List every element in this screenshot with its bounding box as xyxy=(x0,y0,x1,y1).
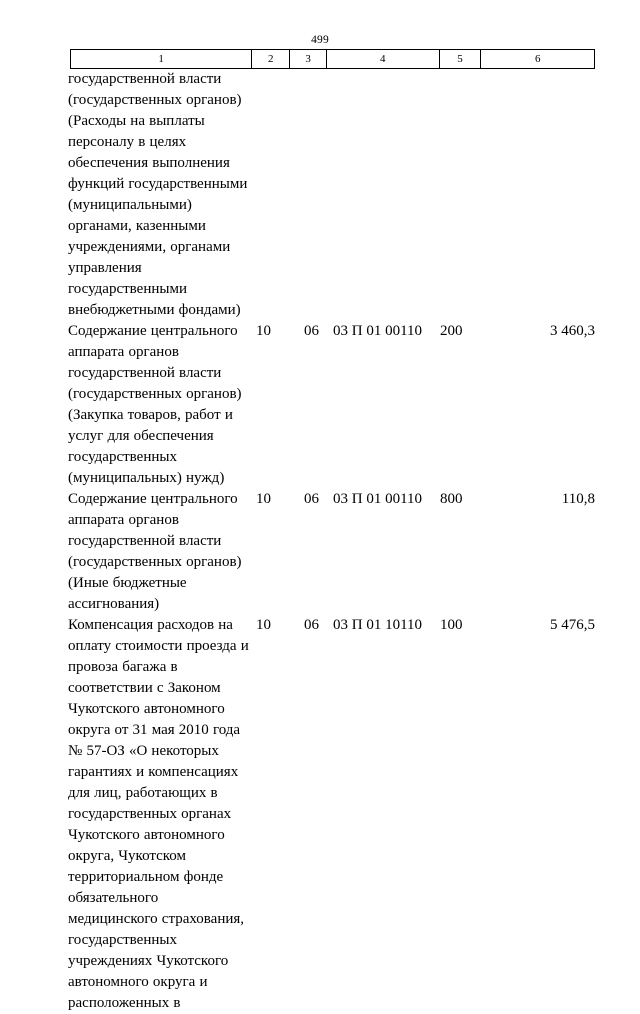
column-number-6: 6 xyxy=(534,52,541,65)
column-number-3: 3 xyxy=(290,50,327,68)
description-line: оплату стоимости проезда и xyxy=(68,638,249,654)
description-line: государственной власти xyxy=(68,365,222,381)
description-line: Компенсация расходов на xyxy=(68,617,233,633)
description-line: территориальном фонде xyxy=(68,869,224,885)
description-line: (муниципальными) xyxy=(68,197,192,213)
description-line: (Иные бюджетные xyxy=(68,575,187,591)
description-line: округа, Чукотском xyxy=(68,848,187,864)
cell-target-article: 03 П 01 10110 xyxy=(333,617,423,633)
description-line: государственной власти xyxy=(68,71,222,87)
table-row xyxy=(0,69,640,321)
description-line: (государственных органов) xyxy=(68,554,242,570)
cell-amount: 5 476,5 xyxy=(550,617,595,633)
column-number-1: 1 xyxy=(71,50,252,68)
cell-razdel: 10 xyxy=(256,491,271,507)
cell-podrazdel: 06 xyxy=(304,491,319,507)
description-line: функций государственными xyxy=(68,176,248,192)
cell-target-article: 03 П 01 00110 xyxy=(333,323,423,339)
budget-table-body xyxy=(0,69,640,1014)
description-line: учреждениях Чукотского xyxy=(68,953,229,969)
description-line: государственной власти xyxy=(68,533,222,549)
description-line: государственных xyxy=(68,449,177,465)
cell-amount: 3 460,3 xyxy=(550,323,595,339)
row-description xyxy=(68,615,260,1014)
description-line: Содержание центрального xyxy=(68,491,238,507)
description-line: (Расходы на выплаты xyxy=(68,113,205,129)
description-line: медицинского страхования, xyxy=(68,911,245,927)
description-line: государственных органах xyxy=(68,806,232,822)
table-row xyxy=(0,321,640,489)
description-line: расположенных в xyxy=(68,995,181,1011)
description-line: № 57-ОЗ «О некоторых xyxy=(68,743,219,759)
cell-podrazdel: 06 xyxy=(304,617,319,633)
description-line: округа от 31 мая 2010 года xyxy=(68,722,241,738)
cell-target-article: 03 П 01 00110 xyxy=(333,491,423,507)
description-line: для лиц, работающих в xyxy=(68,785,218,801)
row-description xyxy=(68,489,260,615)
description-line: (Закупка товаров, работ и xyxy=(68,407,233,423)
description-line: (государственных органов) xyxy=(68,386,242,402)
description-line: Чукотского автономного xyxy=(68,701,225,717)
row-description xyxy=(68,69,260,321)
description-line: (муниципальных) нужд) xyxy=(68,470,225,486)
description-line: государственными xyxy=(68,281,187,297)
cell-vid-raskhodov: 800 xyxy=(440,491,463,507)
column-number-header xyxy=(70,49,595,69)
page-number: 499 xyxy=(311,34,329,46)
description-line: Содержание центрального xyxy=(68,323,238,339)
description-line: государственных xyxy=(68,932,177,948)
cell-vid-raskhodov: 100 xyxy=(440,617,463,633)
cell-amount: 110,8 xyxy=(561,491,595,507)
description-line: автономного округа и xyxy=(68,974,208,990)
row-description xyxy=(68,321,260,489)
table-row xyxy=(0,489,640,615)
description-line: управления xyxy=(68,260,142,276)
description-line: услуг для обеспечения xyxy=(68,428,214,444)
description-line: обеспечения выполнения xyxy=(68,155,230,171)
description-line: Чукотского автономного xyxy=(68,827,225,843)
column-number-4: 4 xyxy=(327,50,440,68)
description-line: аппарата органов xyxy=(68,512,179,528)
description-line: соответствии с Законом xyxy=(68,680,221,696)
description-line: (государственных органов) xyxy=(68,92,242,108)
description-line: ассигнования) xyxy=(68,596,160,612)
cell-razdel: 10 xyxy=(256,323,271,339)
column-number-2: 2 xyxy=(252,50,290,68)
description-line: аппарата органов xyxy=(68,344,179,360)
description-line: учреждениями, органами xyxy=(68,239,231,255)
cell-vid-raskhodov: 200 xyxy=(440,323,463,339)
description-line: внебюджетными фондами) xyxy=(68,302,241,318)
column-number-5: 5 xyxy=(440,50,482,68)
cell-podrazdel: 06 xyxy=(304,323,319,339)
description-line: органами, казенными xyxy=(68,218,206,234)
description-line: гарантиях и компенсациях xyxy=(68,764,239,780)
description-line: провоза багажа в xyxy=(68,659,178,675)
description-line: обязательного xyxy=(68,890,159,906)
cell-razdel: 10 xyxy=(256,617,271,633)
table-row xyxy=(0,615,640,1014)
description-line: персоналу в целях xyxy=(68,134,187,150)
